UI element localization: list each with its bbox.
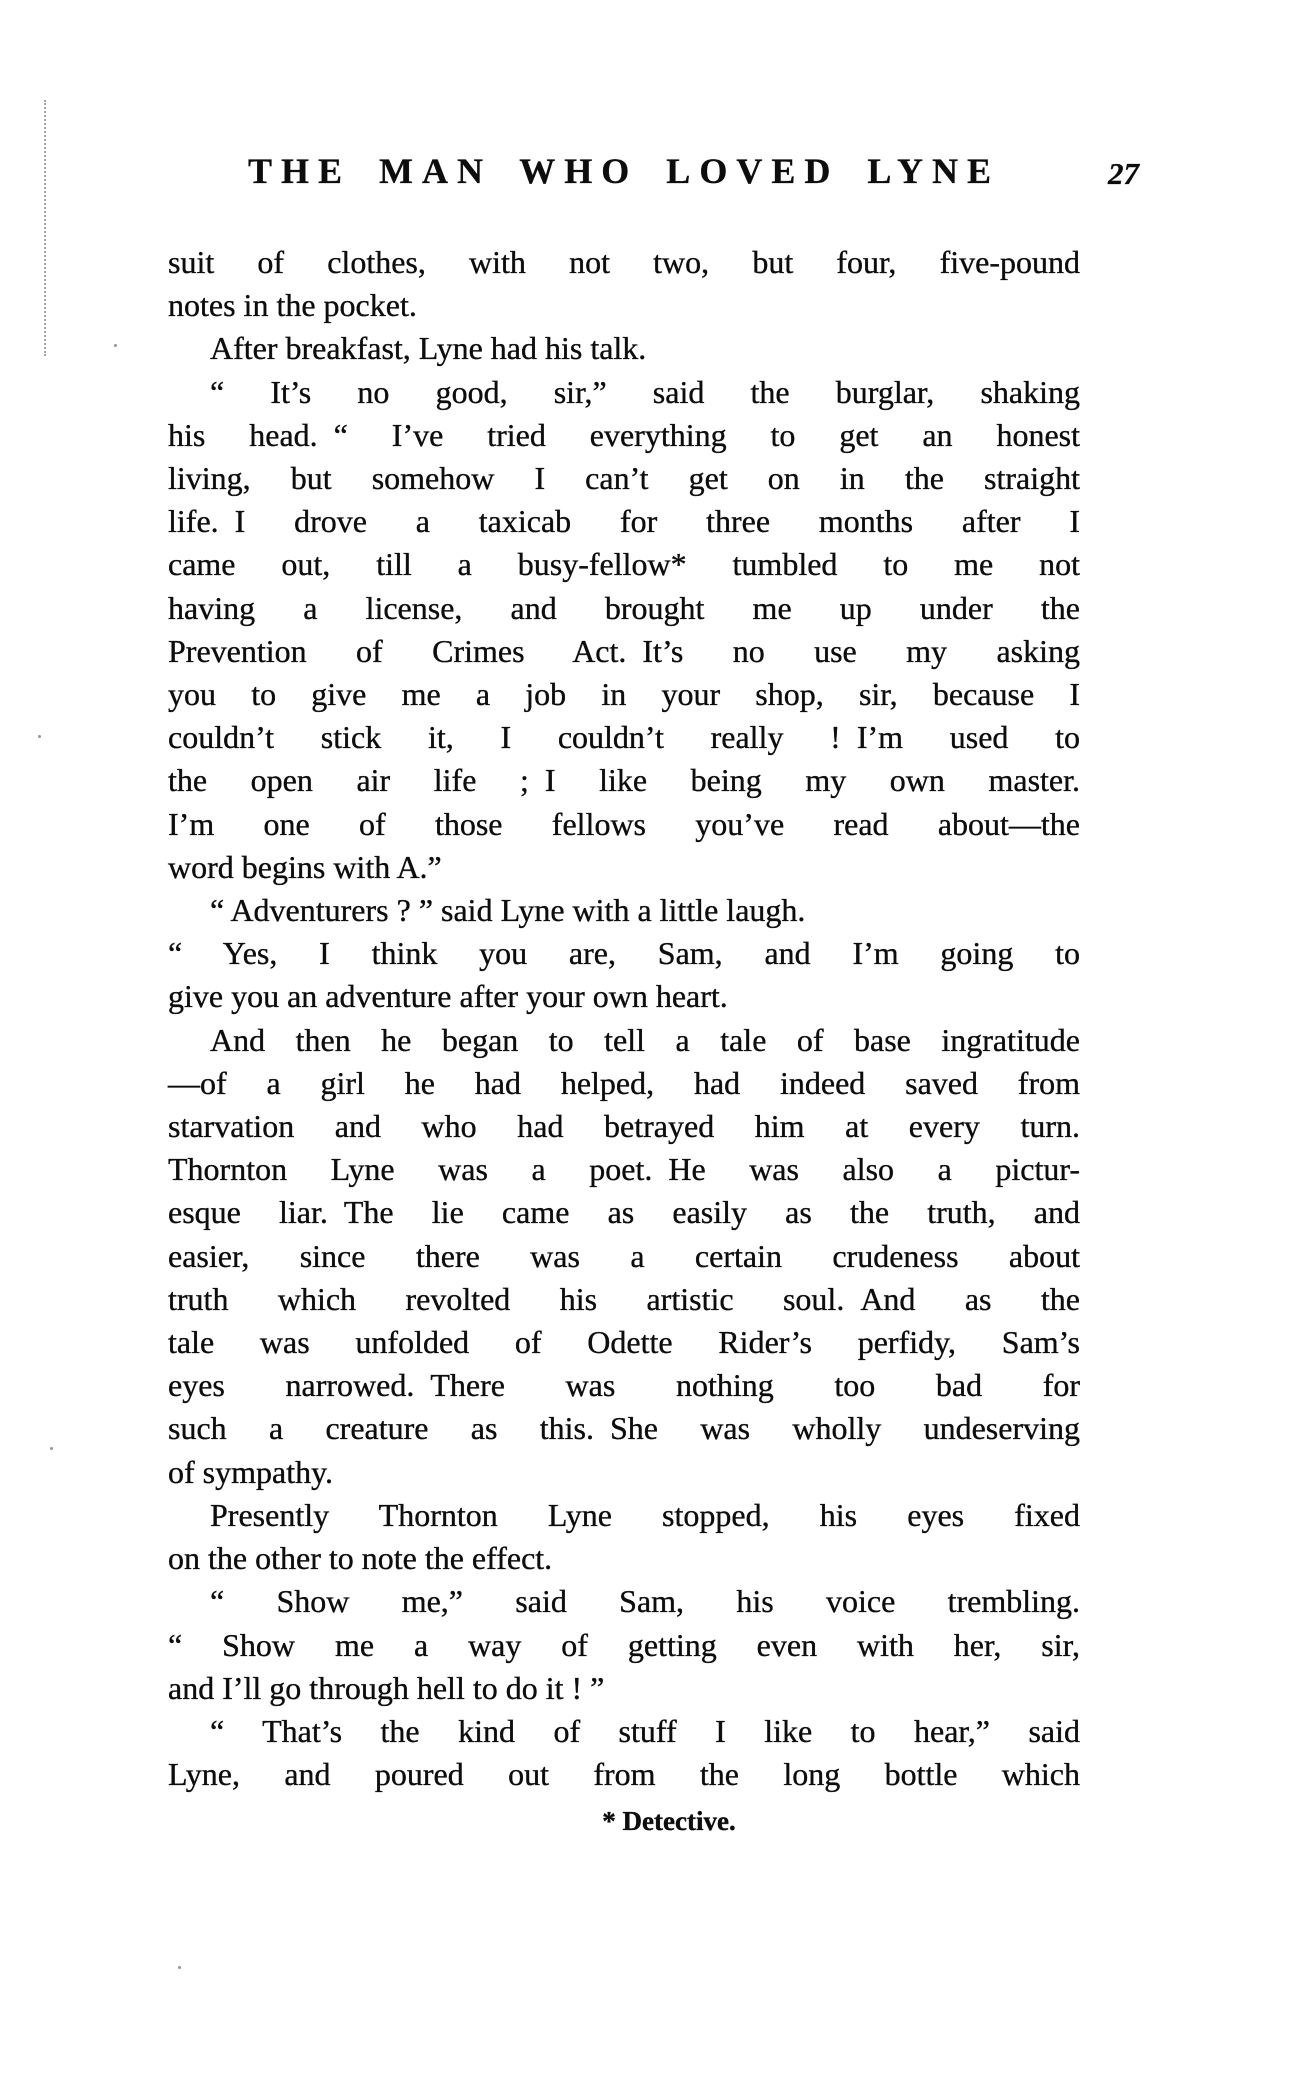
page-header [168, 150, 1080, 192]
text-line: “ Yes, I think you are, Sam, and I’m going to [168, 935, 1080, 972]
text-line: Presently Thornton Lyne stopped, his eyes fixed [210, 1496, 1080, 1533]
text-line: word begins with A.” [168, 848, 442, 885]
text-line: of sympathy. [168, 1453, 334, 1490]
scan-artifact-speck [178, 1966, 181, 1969]
scan-artifact-speck [38, 735, 41, 738]
body-text [168, 241, 1080, 1796]
text-line: easier, since there was a certain crudeness about [168, 1237, 1080, 1274]
page-number: 27 [1108, 156, 1139, 191]
text-line: his head. “ I’ve tried everything to get an honest [168, 416, 1080, 453]
text-line: notes in the pocket. [168, 287, 417, 324]
text-line: After breakfast, Lyne had his talk. [210, 330, 647, 367]
text-line: the open air life ; I like being my own master. [168, 762, 1080, 799]
text-line: “ It’s no good, sir,” said the burglar, shaking [210, 373, 1080, 410]
scan-artifact-margin-line [44, 100, 46, 356]
text-line: “ Show me,” said Sam, his voice trembling. [210, 1583, 1080, 1620]
scan-artifact-speck [50, 1447, 53, 1450]
text-line: give you an adventure after your own heart. [168, 978, 728, 1015]
text-line: tale was unfolded of Odette Rider’s perfidy, Sam’s [168, 1324, 1080, 1361]
text-line: “ That’s the kind of stuff I like to hear,” said [210, 1712, 1080, 1749]
text-line: came out, till a busy-fellow* tumbled to me not [168, 546, 1080, 583]
text-line: “ Adventurers ? ” said Lyne with a little laugh. [210, 892, 806, 929]
text-line: and I’ll go through hell to do it ! ” [168, 1669, 605, 1706]
running-title: THE MAN WHO LOVED LYNE [247, 151, 1001, 191]
text-line: life. I drove a taxicab for three months after I [168, 503, 1080, 540]
text-line: such a creature as this. She was wholly undeserving [168, 1410, 1080, 1447]
text-line: suit of clothes, with not two, but four, five-pound [168, 244, 1080, 280]
text-line: starvation and who had betrayed him at every turn. [168, 1108, 1080, 1145]
text-line: truth which revolted his artistic soul. And as the [168, 1280, 1080, 1317]
text-line: on the other to note the effect. [168, 1540, 553, 1577]
text-line: having a license, and brought me up under the [168, 589, 1080, 626]
text-line: I’m one of those fellows you’ve read about—the [168, 805, 1080, 842]
text-line: Thornton Lyne was a poet. He was also a pictur- [168, 1151, 1080, 1188]
text-line: —of a girl he had helped, had indeed saved from [168, 1064, 1080, 1101]
text-line: “ Show me a way of getting even with her, sir, [168, 1626, 1080, 1663]
footnote: * Detective. [602, 1806, 736, 1836]
text-line: living, but somehow I can’t get on in the straight [168, 460, 1080, 497]
scan-artifact-speck [114, 344, 117, 347]
text-line: esque liar. The lie came as easily as the truth, and [168, 1194, 1080, 1231]
text-line: Lyne, and poured out from the long bottle which [168, 1756, 1080, 1793]
text-line: Prevention of Crimes Act. It’s no use my asking [168, 632, 1080, 669]
text-line: eyes narrowed. There was nothing too bad for [168, 1367, 1080, 1404]
text-line: you to give me a job in your shop, sir, because I [168, 676, 1080, 713]
text-line: couldn’t stick it, I couldn’t really ! I’m used to [168, 719, 1080, 756]
text-line: And then he began to tell a tale of base ingratitude [210, 1021, 1080, 1058]
